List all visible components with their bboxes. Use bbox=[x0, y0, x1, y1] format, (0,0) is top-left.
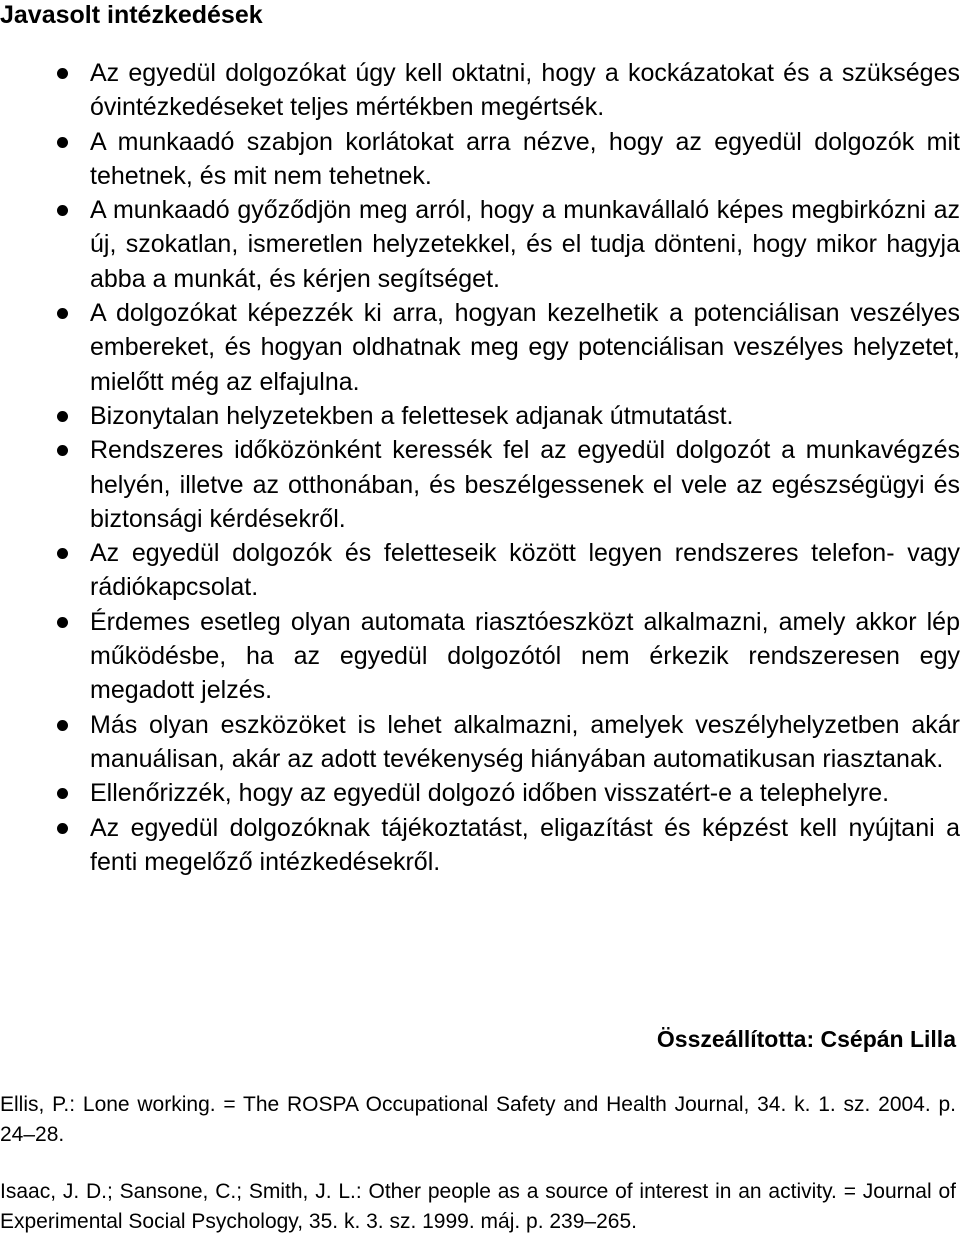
list-item bbox=[0, 125, 960, 194]
reference-entry: Isaac, J. D.; Sansone, C.; Smith, J. L.: Other people as a source of interest in an activity. = Journal of Experimental Social Psychology, 35. k. 3. sz. 1999. máj. p. 239–265. bbox=[0, 1180, 956, 1233]
bullet-icon bbox=[57, 823, 68, 834]
list-item-text: Rendszeres időközönként keressék fel az egyedül dolgozót a munkavégzés helyén, illetve az otthonában, és beszélgessenek el vele az egészségügyi és biztonsági kérdésekről. bbox=[90, 436, 960, 533]
list-item bbox=[0, 399, 960, 433]
list-item bbox=[0, 811, 960, 880]
list-item-text: A munkaadó győződjön meg arról, hogy a munkavállaló képes megbirkózni az új, szokatlan, ismeretlen helyzetekkel, és el tudja dönteni, hogy mikor hagyja abba a munkát, és kérjen segítséget. bbox=[90, 196, 960, 293]
list-item bbox=[0, 536, 960, 605]
list-item-text: Az egyedül dolgozóknak tájékoztatást, eligazítást és képzést kell nyújtani a fenti megelőző intézkedésekről. bbox=[90, 813, 960, 876]
list-item-text: Az egyedül dolgozók és feletteseik között legyen rendszeres telefon- vagy rádiókapcsolat. bbox=[90, 539, 960, 602]
list-item bbox=[0, 193, 960, 296]
bullet-icon bbox=[57, 788, 68, 799]
list-item bbox=[0, 433, 960, 536]
bullet-icon bbox=[57, 308, 68, 319]
bullet-icon bbox=[57, 205, 68, 216]
bullet-icon bbox=[57, 617, 68, 628]
list-item-text: Ellenőrizzék, hogy az egyedül dolgozó időben visszatért-e a telephelyre. bbox=[90, 779, 890, 808]
author-credit: Összeállította: Csépán Lilla bbox=[656, 1026, 956, 1052]
list-item bbox=[0, 776, 960, 810]
list-item-text: Az egyedül dolgozókat úgy kell oktatni, hogy a kockázatokat és a szükséges óvintézkedéseket teljes mértékben megértsék. bbox=[90, 59, 960, 122]
reference-entry: Ellis, P.: Lone working. = The ROSPA Occupational Safety and Health Journal, 34. k. 1. sz. 2004. p. 24–28. bbox=[0, 1093, 956, 1146]
list-item-text: Más olyan eszközöket is lehet alkalmazni, amelyek veszélyhelyzetben akár manuálisan, akár az adott tevékenység hiányában automatikusan riasztanak. bbox=[90, 710, 960, 773]
list-item bbox=[0, 56, 960, 125]
bullet-icon bbox=[57, 445, 68, 456]
bullet-icon bbox=[57, 720, 68, 731]
section-heading: Javasolt intézkedések bbox=[0, 1, 263, 29]
list-item bbox=[0, 296, 960, 399]
list-item-text: A munkaadó szabjon korlátokat arra nézve, hogy az egyedül dolgozók mit tehetnek, és mit nem tehetnek. bbox=[90, 127, 960, 190]
list-item-text: Bizonytalan helyzetekben a felettesek adjanak útmutatást. bbox=[90, 401, 734, 430]
list-item-text: A dolgozókat képezzék ki arra, hogyan kezelhetik a potenciálisan veszélyes embereket, és hogyan oldhatnak meg egy potenciálisan veszélyes helyzetet, mielőtt még az elfajulna. bbox=[90, 299, 960, 396]
list-item bbox=[0, 605, 960, 708]
list-item-text: Érdemes esetleg olyan automata riasztóeszközt alkalmazni, amely akkor lép működésbe, ha az egyedül dolgozótól nem érkezik rendszeresen egy megadott jelzés. bbox=[90, 607, 960, 705]
list-item bbox=[0, 708, 960, 777]
bullet-icon bbox=[57, 548, 68, 559]
bullet-icon bbox=[57, 411, 68, 422]
recommendation-list bbox=[0, 56, 960, 879]
bullet-icon bbox=[57, 68, 68, 79]
bullet-icon bbox=[57, 137, 68, 148]
